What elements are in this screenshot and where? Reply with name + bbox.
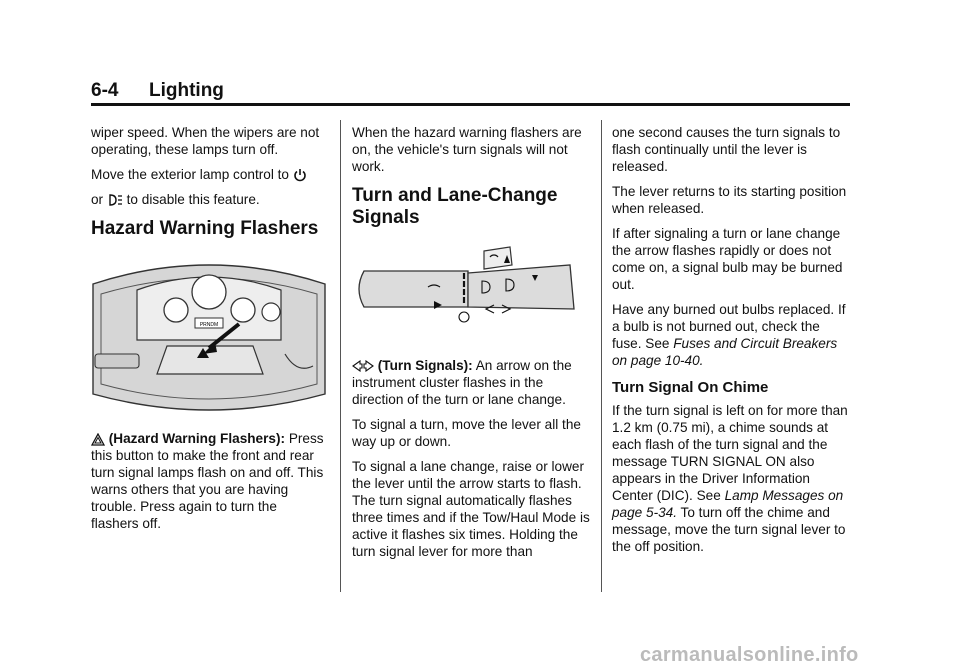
chapter-number: 6-4 [91,80,119,101]
col3-p5-text: If the turn signal is left on for more than 1.2 km (0.75 mi), a chime sounds at each flash of the turn signal and the message TURN SIGNAL ON also appears in the Driver Information Center (DIC). See [612,403,848,503]
col1-paragraph-2 [91,166,327,183]
col2-paragraph-1: When the hazard warning flashers are on, the vehicle's turn signals will not work. [352,125,582,174]
col1-p2-text: Move the exterior lamp control to [91,167,289,182]
hazard-triangle-icon [91,433,105,446]
col2-paragraph-2: To signal a turn, move the lever all the way up or down. [352,417,581,449]
column-divider-2 [601,120,602,592]
col3-p5-after: To turn off the chime and message, move the turn signal lever to the off position. [612,505,846,554]
col3-p4-text: Have any burned out bulbs replaced. If a bulb is not burned out, check the fuse. See [612,302,846,351]
chime-heading: Turn Signal On Chime [612,379,769,396]
hazard-description [91,430,327,532]
col1-p3-or: or [91,192,104,207]
dashboard-hazard-figure [91,254,327,416]
turn-signals-label: (Turn Signals): [377,358,473,373]
col1-paragraph-3 [91,191,327,208]
hazard-heading: Hazard Warning Flashers [91,218,319,239]
column-1 [91,124,327,540]
hazard-text: Press this button to make the front and rear turn signal lamps flash on and off. This warns others that you are having trouble. Press again to turn the flashers off. [91,431,324,531]
column-2 [352,124,590,568]
lamp-messages-reference-link[interactable]: Lamp Messages on page 5-34. [612,488,844,520]
turn-signals-description [352,357,590,408]
auto-lamp-icon [107,193,123,207]
column-divider-1 [340,120,341,592]
column-3 [612,124,852,563]
power-off-icon [293,168,307,182]
col1-p3-text: to disable this feature. [126,192,260,207]
header-rule [91,103,850,106]
turn-arrows-icon [352,360,374,372]
chapter-title: Lighting [149,80,224,101]
fuses-reference-link[interactable]: Fuses and Circuit Breakers on page 10-40. [612,336,838,368]
turn-signal-lever-figure [352,243,578,343]
col2-paragraph-3: To signal a lane change, raise or lower the lever until the arrow starts to flash. The turn signal automatically flashes three times and if the Tow/Haul Mode is active it flashes six times. Holding the turn signal lever for more than [352,459,590,559]
watermark: carmanualsonline.info [640,644,859,666]
col3-paragraph-3: If after signaling a turn or lane change the arrow flashes rapidly or does not come on, a signal bulb may be burned out. [612,226,843,292]
col3-paragraph-4 [612,301,852,369]
prndm-label: PRNDM [199,322,219,328]
hazard-label: (Hazard Warning Flashers): [108,431,286,446]
col3-paragraph-1: one second causes the turn signals to flash continually until the lever is released. [612,125,841,174]
turn-signals-heading: Turn and Lane-Change Signals [352,185,558,228]
col3-paragraph-2: The lever returns to its starting position when released. [612,184,847,216]
turn-signals-text: An arrow on the instrument cluster flashes in the direction of the turn or lane change. [352,358,572,407]
col1-paragraph-1: wiper speed. When the wipers are not operating, these lamps turn off. [91,125,320,157]
col3-paragraph-5 [612,402,852,555]
